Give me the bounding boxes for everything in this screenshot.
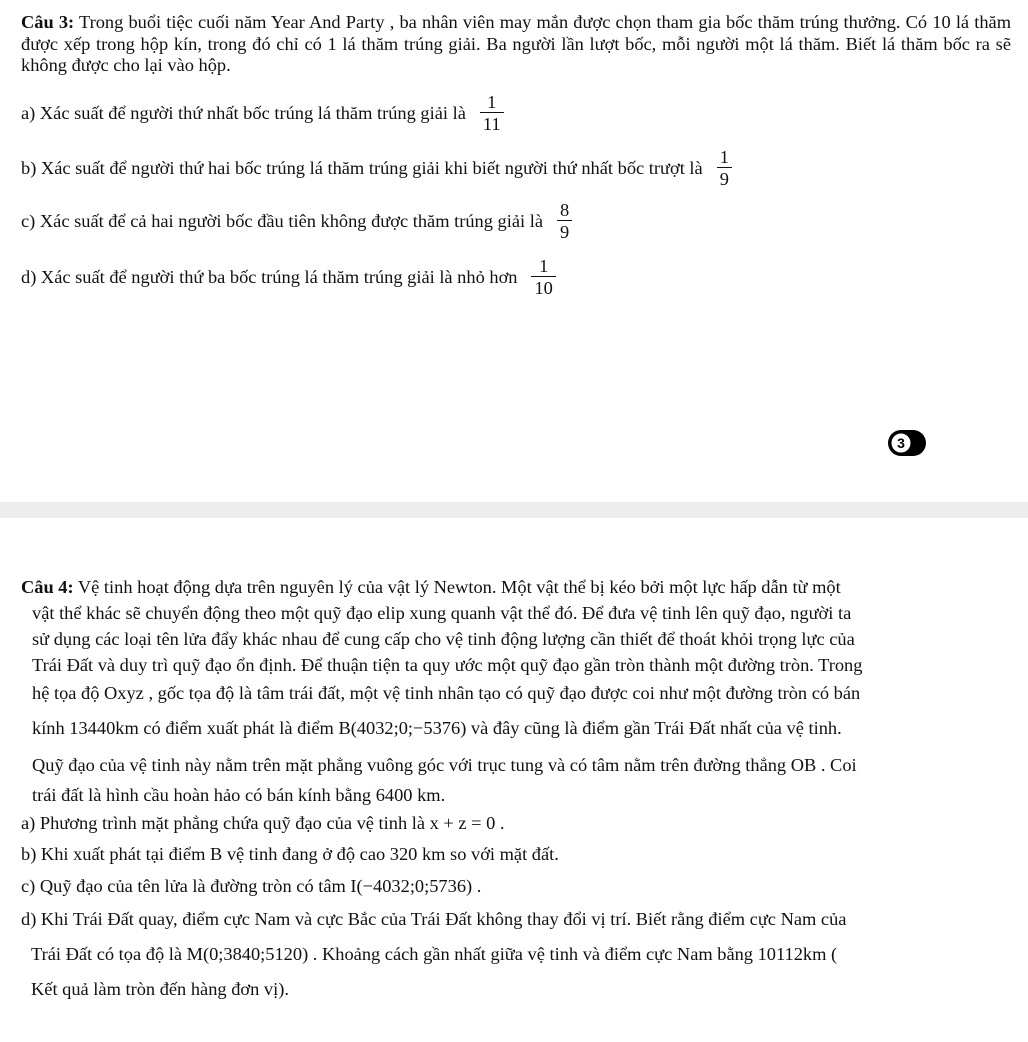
question-4-stem: Câu 4: Vệ tinh hoạt động dựa trên nguyên lý của vật lý Newton. Một vật thể bị kéo bởi một lực hấp dẫn từ một vật thể khác sẽ chuyển động theo một quỹ đạo elip xung quanh vật thể đó. Để đưa vệ tinh lên quỹ đạo, người ta sử dụng các loại tên lửa đẩy khác nhau để cung cấp cho vệ tinh động lượng cần thiết để thoát khỏi trọng lực của Trái Đất và duy trì quỹ đạo ổn định. Để thuận tiện ta quy ước một quỹ đạo gần tròn thành một đường tròn. Trong hệ tọa độ Oxyz , gốc tọa độ là tâm trái đất, một vệ tinh nhân tạo có quỹ đạo được coi như một đường tròn có bán kính 13440km có điểm xuất phát là điểm B(4032;0;−5376) và đây cũng là điểm gần Trái Đất nhất của vệ tinh. Quỹ đạo của vệ tinh này nằm trên mặt phẳng vuông góc với trục tung và có tâm nằm trên đường thẳng OB . Coi trái đất là hình cầu hoàn hảo có bán kính bằng 6400 km.	[21, 577, 863, 805]
fraction: $\frac{1}{10}$	[531, 256, 555, 298]
question-number-badge	[887, 429, 927, 457]
fraction: $\frac{8}{9}$	[557, 200, 572, 242]
question-3-text: Trong buổi tiệc cuối năm Year And Party , ba nhân viên may mắn được chọn tham gia bốc thăm trúng thưởng. Có 10 lá thăm được xếp trong hộp kín, trong đó chỉ có 1 lá thăm trúng giải. Ba người lần lượt bốc, mỗi người một lá thăm. Biết lá thăm bốc ra sẽ không được cho lại vào hộp.	[21, 12, 1012, 75]
question-4-label: Câu 4:	[21, 577, 74, 597]
question-3-option-b: b) Xác suất để người thứ hai bốc trúng lá thăm trúng giải khi biết người thứ nhất bốc trượt là $\frac{1}{9}$	[21, 147, 732, 189]
question-4-option-d-line2: Trái Đất có tọa độ là M(0;3840;5120) . Khoảng cách gần nhất giữa vệ tinh và điểm cực Nam bằng 10112km (	[31, 944, 838, 964]
question-4-option-c: c) Quỹ đạo của tên lửa là đường tròn có tâm I(−4032;0;5736) .	[21, 876, 482, 896]
question-4-option-b: b) Khi xuất phát tại điểm B vệ tinh đang ở độ cao 320 km so với mặt đất.	[21, 844, 559, 864]
badge-number: 3	[897, 435, 905, 451]
question-3-label: Câu 3:	[21, 12, 75, 32]
page-separator	[0, 502, 1028, 518]
question-3-option-d: d) Xác suất để người thứ ba bốc trúng lá thăm trúng giải là nhỏ hơn $\frac{1}{10}$	[21, 256, 556, 298]
question-4-page	[0, 518, 1028, 1042]
question-4-option-a: a) Phương trình mặt phẳng chứa quỹ đạo của vệ tinh là x + z = 0 .	[21, 813, 505, 833]
fraction: $\frac{1}{11}$	[480, 92, 504, 134]
question-3-option-a: a) Xác suất để người thứ nhất bốc trúng lá thăm trúng giải là $\frac{1}{11}$	[21, 92, 504, 134]
question-3-page	[0, 0, 1028, 502]
question-4-option-d-line1: d) Khi Trái Đất quay, điểm cực Nam và cực Bắc của Trái Đất không thay đổi vị trí. Biết rằng điểm cực Nam của	[21, 909, 847, 929]
question-3-stem	[21, 12, 1011, 77]
fraction: $\frac{1}{9}$	[717, 147, 732, 189]
question-4-option-d-line3: Kết quả làm tròn đến hàng đơn vị).	[31, 979, 289, 999]
question-3-option-c: c) Xác suất để cả hai người bốc đầu tiên không được thăm trúng giải là $\frac{8}{9}$	[21, 200, 572, 242]
